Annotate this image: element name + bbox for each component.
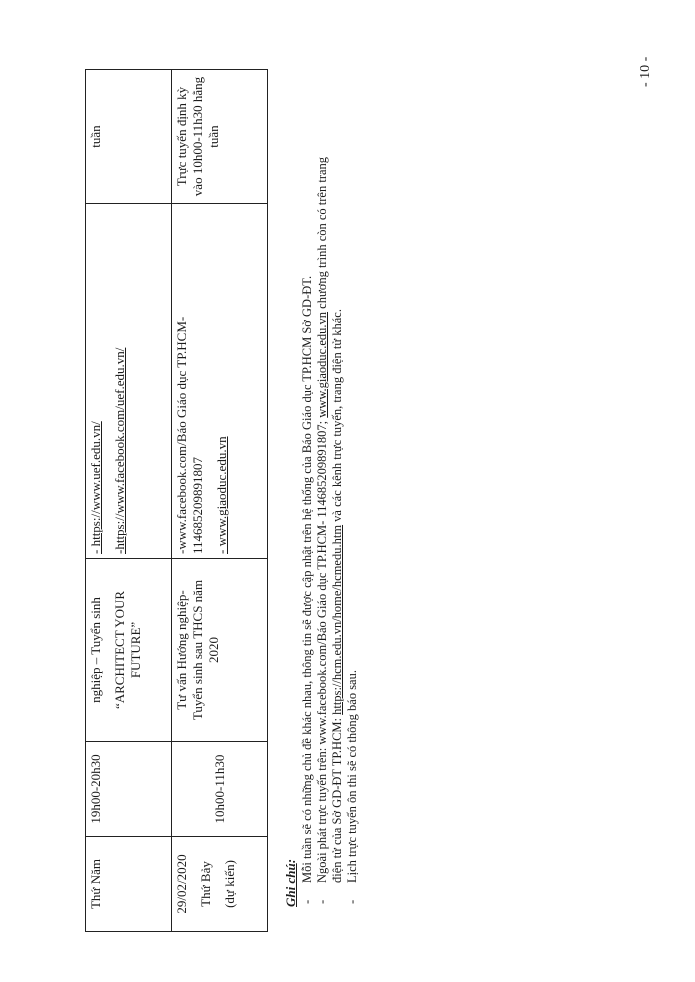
table-row [86,70,172,932]
giaoduc-note-link[interactable]: www.giaoduc.edu.vn [315,311,329,418]
page-number: - 10 - [638,56,653,87]
schedule-table [85,69,268,932]
day-cell: Thứ Năm [86,837,172,932]
channels-cell: -www.facebook.com/Báo Giáo dục TP.HCM- 114685209891807 - www.giaoduc.edu.vn [172,204,268,559]
giaoduc-link[interactable]: - www.giaoduc.edu.vn [214,436,229,554]
channels-cell [86,204,172,559]
list-item: - Lịch trực tuyến ôn thi sẽ có thông báo sau. [345,670,359,904]
uef-website-link[interactable]: - https://www.uef.edu.vn/ [88,421,103,554]
list-item: - Ngoài phát trực tuyến trên: www.facebook.com/Báo Giáo dục TP.HCM- 114685209891807; www.giaoduc.edu.vn chương trình còn có trên trang điện tử của Sở GD-ĐT TP.HCM: https://hcm.edu.vn/home/hcmedu.htm và các kênh trực tuyến, trang điện tử khác. [315,156,344,904]
notes-heading: Ghi chú [283,863,298,907]
note-cell: Trực tuyến định kỳ vào 10h00-11h30 hằng tuần [172,70,268,204]
uef-facebook-link[interactable]: -https://www.facebook.com/uef.edu.vn/ [112,347,127,554]
note-cell: tuần [86,70,172,204]
program-cell: nghiệp – Tuyển sinh “ARCHITECT YOUR FUTURE” [86,559,172,742]
time-cell: 10h00-11h30 [172,742,268,837]
day-cell: 29/02/2020 Thứ Bảy (dự kiến) [172,837,268,932]
notes-list [300,47,360,907]
table-row [172,70,268,932]
notes-section: Ghi chú: - Mỗi tuần sẽ có những chủ đề khác nhau, thông tin sẽ được cập nhật trên hệ thống của Báo Giáo dục TP.HCM Sở GD-ĐT. - Ngoài phát trực tuyến trên: www.facebook.com/Báo Giáo dục TP.HCM- 114685209891807; www.giaoduc.edu.vn chương trình còn có trên trang điện tử của Sở GD-ĐT TP.HCM: https://hcm.edu.vn/home/hcmedu.htm và các kênh trực tuyến, trang điện tử khác. - Lịch trực tuyến ôn thi sẽ có thông báo sau. [282,47,360,907]
hcmedu-link[interactable]: https://hcm.edu.vn/home/hcmedu.htm [330,524,344,715]
program-cell: Tư vấn Hướng nghiệp- Tuyển sinh sau THCS năm 2020 [172,559,268,742]
time-cell: 19h00-20h30 [86,742,172,837]
list-item: - Mỗi tuần sẽ có những chủ đề khác nhau, thông tin sẽ được cập nhật trên hệ thống của Báo Giáo dục TP.HCM Sở GD-ĐT. [300,275,314,904]
